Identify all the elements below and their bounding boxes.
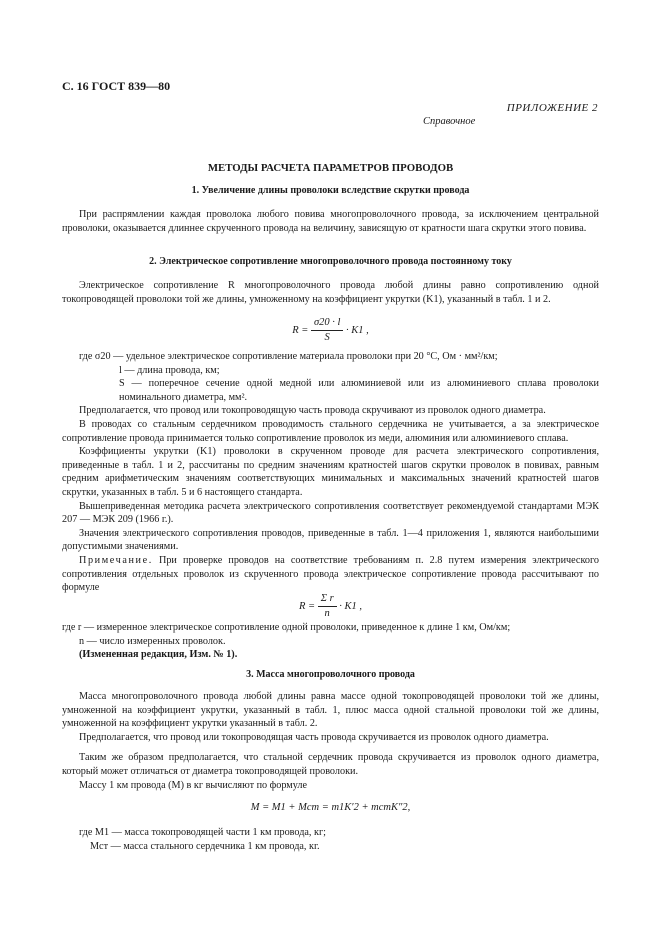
formula-numerator: σ20 · l [311,316,343,331]
where-line: n — число измеренных проволок. [79,635,226,647]
where-line: S — поперечное сечение одной медной или алюминиевой или из алюминиевого сплава проволоки номинального диаметра, мм². [119,378,599,403]
where-line: Mст — масса стального сердечника 1 км провода, кг. [90,840,320,852]
paragraph: Масса многопроволочного провода любой длины равна массе одной токопроводящей проволоки той же длины, умноженной на коэффициент укрутки, указанный в табл. 1, плюс масса одной стальной проволоки той же длины, умноженной на коэффициент укрутки указанный в табл. 2. [62,691,599,730]
paragraph: Вышеприведенная методика расчета электрического сопротивления соответствует рекомендуемой стандартами МЭК 207 — МЭК 209 (1966 г.). [62,500,599,526]
paragraph: Значения электрического сопротивления проводов, приведенные в табл. 1—4 приложения 1, являются наибольшими допустимыми значениями. [62,527,599,553]
annex-label: ПРИЛОЖЕНИЕ 2 [506,102,598,114]
paragraph: В проводах со стальным сердечником проводимость стального сердечника не учитывается, а за электрическое сопротивление провода принимается только сопротивление проволок из меди, алюминия или алюминиевого сплава. [62,418,599,444]
annex-type: Справочное [423,116,476,127]
paragraph: Массу 1 км провода (M) в кг вычисляют по формуле [79,779,307,791]
paragraph: Предполагается, что провод или токопроводящую часть провода скручивают из проволок одного диаметра. [79,405,546,417]
formula-fraction [311,316,343,345]
note-text: При проверке проводов на соответствие требованиям п. 2.8 путем измерения электрического сопротивления отдельных проволок из скрученного провода электрическое сопротивление провода рассчитывают по формуле [62,554,599,594]
paragraph: Электрическое сопротивление R многопроволочного провода любой длины равно сопротивлению одной токопроводящей проволоки той же длины, умноженному на коэффициент укрутки (K1), указанный в табл. 1 и 2. [62,280,599,305]
change-note: (Измененная редакция, Изм. № 1). [79,649,238,661]
formula-lhs: R = [298,600,316,612]
note [62,554,599,595]
section-3-where [62,826,599,853]
formula-resistance [0,316,661,345]
section-3-heading: 3. Масса многопроволочного провода [246,669,415,680]
formula-rhs: · K1 , [346,324,369,336]
formula-denominator: n [324,608,330,619]
document-title: МЕТОДЫ РАСЧЕТА ПАРАМЕТРОВ ПРОВОДОВ [207,162,454,174]
page-header: С. 16 ГОСТ 839—80 [62,79,171,93]
formula-denominator: S [324,332,330,343]
section-2-intro [62,279,599,306]
where-line: l — длина провода, км; [119,364,220,376]
where-line: где σ20 — удельное электрическое сопротивление материала проволоки при 20 °С, Ом · мм²/км; [79,351,498,362]
paragraph: Предполагается, что провод или токопроводящая часть провода скручивается из проволок одного диаметра. [79,731,549,743]
section-2-heading: 2. Электрическое сопротивление многопроволочного провода постоянному току [149,256,512,267]
where-line: где M1 — масса токопроводящей части 1 км провода, кг; [79,827,326,838]
formula-lhs: R = [292,324,309,336]
formula-fraction [318,592,337,621]
formula-measured-resistance [0,592,661,621]
formula-mass: M = M1 + Mст = m1K′2 + mстK″2, [250,802,411,813]
section-1-body [62,208,599,235]
section-3-body [62,690,599,792]
section-2-body [62,350,599,595]
section-2-where-2 [62,621,599,662]
formula-rhs: · K1 , [339,600,363,612]
where-line: где r — измеренное электрическое сопротивление одной проволоки, приведенное к длине 1 км, Ом/км; [62,622,511,633]
paragraph: Коэффициенты укрутки (K1) проволоки в скрученном проводе для расчета электрического сопротивления, приведенные в табл. 1 и 2, рассчитаны по средним значениям кратностей шагов скрутки проволок в повивах, равным средним арифметическим значениям соответствующих минимальных и максимальных значений кратностей шагов скрутки, указанных в табл. 5 и 6 настоящего стандарта. [62,446,599,498]
formula-numerator: Σ r [318,592,337,607]
paragraph: Таким же образом предполагается, что стальной сердечник провода скручивается из проволок одного диаметра, который может отличаться от диаметра токопроводящей проволоки. [62,752,599,777]
paragraph: При распрямлении каждая проволока любого повива многопроволочного провода, за исключением центральной проволоки, оказывается длиннее скрученного провода на величину, зависящую от кратности шага скрутки этого повива. [62,209,599,234]
section-1-heading: 1. Увеличение длины проволоки вследствие скрутки провода [191,185,470,196]
note-label: Примечание. [79,554,153,566]
